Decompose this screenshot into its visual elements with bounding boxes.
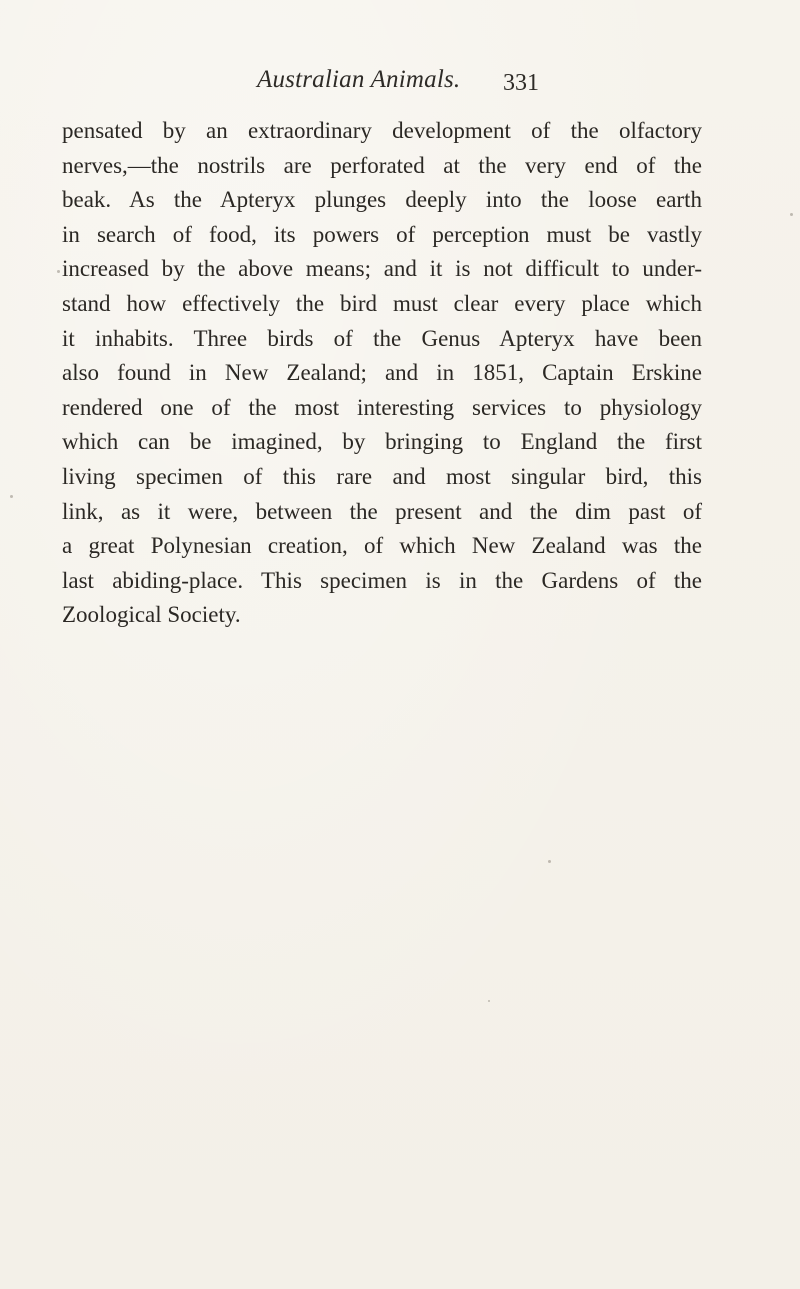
text-line: in search of food, its powers of perception must be vastly [62, 221, 702, 247]
text-line: it inhabits. Three birds of the Genus Apteryx have been [62, 325, 702, 351]
text-line: nerves,—the nostrils are perforated at the very end of the [62, 152, 702, 178]
text-line: living specimen of this rare and most singular bird, this [62, 463, 702, 489]
text-line: a great Polynesian creation, of which New Zealand was the [62, 533, 702, 559]
body-paragraph [62, 114, 702, 633]
paper-speck [10, 495, 13, 498]
text-line: link, as it were, between the present and the dim past of [62, 498, 702, 524]
text-line: also found in New Zealand; and in 1851, Captain Erskine [62, 360, 702, 386]
text-line: pensated by an extraordinary development of the olfactory [62, 118, 702, 143]
text-line: rendered one of the most interesting services to physiology [62, 394, 702, 420]
running-header [0, 60, 800, 100]
paper-speck [488, 1000, 490, 1002]
running-title: Australian Animals. [257, 66, 461, 93]
text-line: stand how effectively the bird must clear every place which [62, 290, 702, 316]
paper-speck [590, 135, 592, 137]
text-line: increased by the above means; and it is not difficult to under- [62, 256, 702, 282]
text-line: Zoological Society. [62, 602, 241, 628]
paper-speck [57, 270, 60, 273]
paper-speck [548, 860, 551, 863]
page-number: 331 [503, 70, 539, 96]
paper-speck [790, 213, 793, 216]
text-line: beak. As the Apteryx plunges deeply into the loose earth [62, 187, 702, 213]
text-line: last abiding-place. This specimen is in the Gardens of the [62, 567, 702, 593]
text-line: which can be imagined, by bringing to England the first [62, 429, 702, 455]
